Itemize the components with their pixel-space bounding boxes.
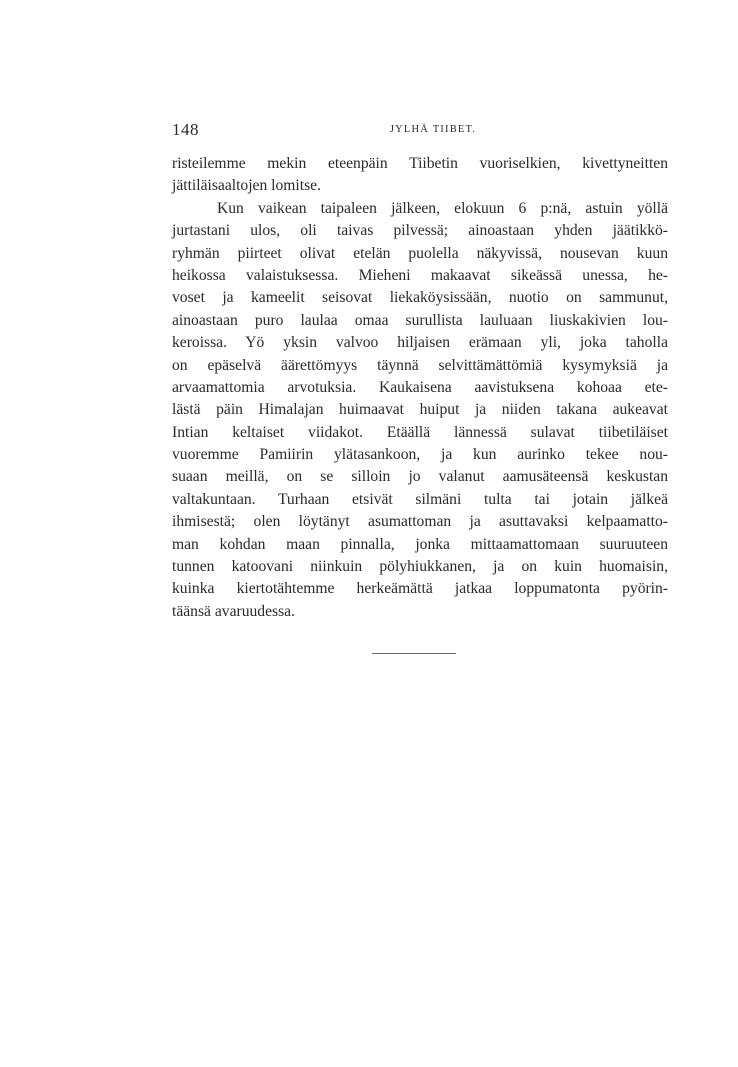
text-line: man kohdan maan pinnalla, jonka mittaamattomaan suuruuteen bbox=[172, 535, 668, 553]
text-line: jurtastani ulos, oli taivas pilvessä; ainoastaan yhden jäätikkö- bbox=[172, 222, 668, 240]
text-line: suaan meillä, on se silloin jo valanut aamusäteensä keskustan bbox=[172, 468, 668, 486]
text-line: arvaamattomia arvotuksia. Kaukaisena aavistuksena kohoaa ete- bbox=[172, 378, 668, 396]
text-line: ainoastaan puro laulaa omaa surullista lauluaan liuskakivien lou- bbox=[172, 311, 668, 329]
text-line: Intian keltaiset viidakot. Etäällä lännessä sulavat tiibetiläiset bbox=[172, 423, 668, 441]
text-line: heikossa valaistuksessa. Mieheni makaavat sikeässä unessa, he- bbox=[172, 266, 668, 284]
text-line: tunnen katoovani niinkuin pölyhiukkanen, ja on kuin huomaisin, bbox=[172, 558, 668, 576]
body-text bbox=[172, 153, 668, 623]
text-line: vuoremme Pamiirin ylätasankoon, ja kun aurinko tekee nou- bbox=[172, 446, 668, 464]
section-divider bbox=[372, 653, 456, 654]
text-line: valtakuntaan. Turhaan etsivät silmäni tulta tai jotain jälkeä bbox=[172, 490, 668, 508]
text-line: Kun vaikean taipaleen jälkeen, elokuun 6 p:nä, astuin yöllä bbox=[217, 199, 668, 217]
running-title: JYLHÄ TIIBET. bbox=[389, 124, 477, 135]
text-line: jättiläisaaltojen lomitse. bbox=[172, 177, 321, 195]
text-line: voset ja kameelit seisovat liekaköysissään, nuotio on sammunut, bbox=[172, 289, 668, 307]
text-line: on epäselvä äärettömyys täynnä selvittämättömiä kysymyksiä ja bbox=[172, 356, 668, 374]
text-line: keroissa. Yö yksin valvoo hiljaisen erämaan yli, joka taholla bbox=[172, 334, 668, 352]
text-line: kuinka kiertotähtemme herkeämättä jatkaa loppumatonta pyörin- bbox=[172, 580, 668, 598]
page-number: 148 bbox=[172, 120, 199, 139]
text-line: täänsä avaruudessa. bbox=[172, 602, 295, 620]
text-line: ihmisestä; olen löytänyt asumattoman ja asuttavaksi kelpaamatto- bbox=[172, 513, 668, 531]
text-line: ryhmän piirteet olivat etelän puolella näkyvissä, nousevan kuun bbox=[172, 244, 668, 262]
text-line: risteilemme mekin eteenpäin Tiibetin vuoriselkien, kivettyneitten bbox=[172, 155, 668, 172]
text-line: lästä päin Himalajan huimaavat huiput ja niiden takana aukeavat bbox=[172, 401, 668, 419]
page-header bbox=[172, 120, 668, 142]
